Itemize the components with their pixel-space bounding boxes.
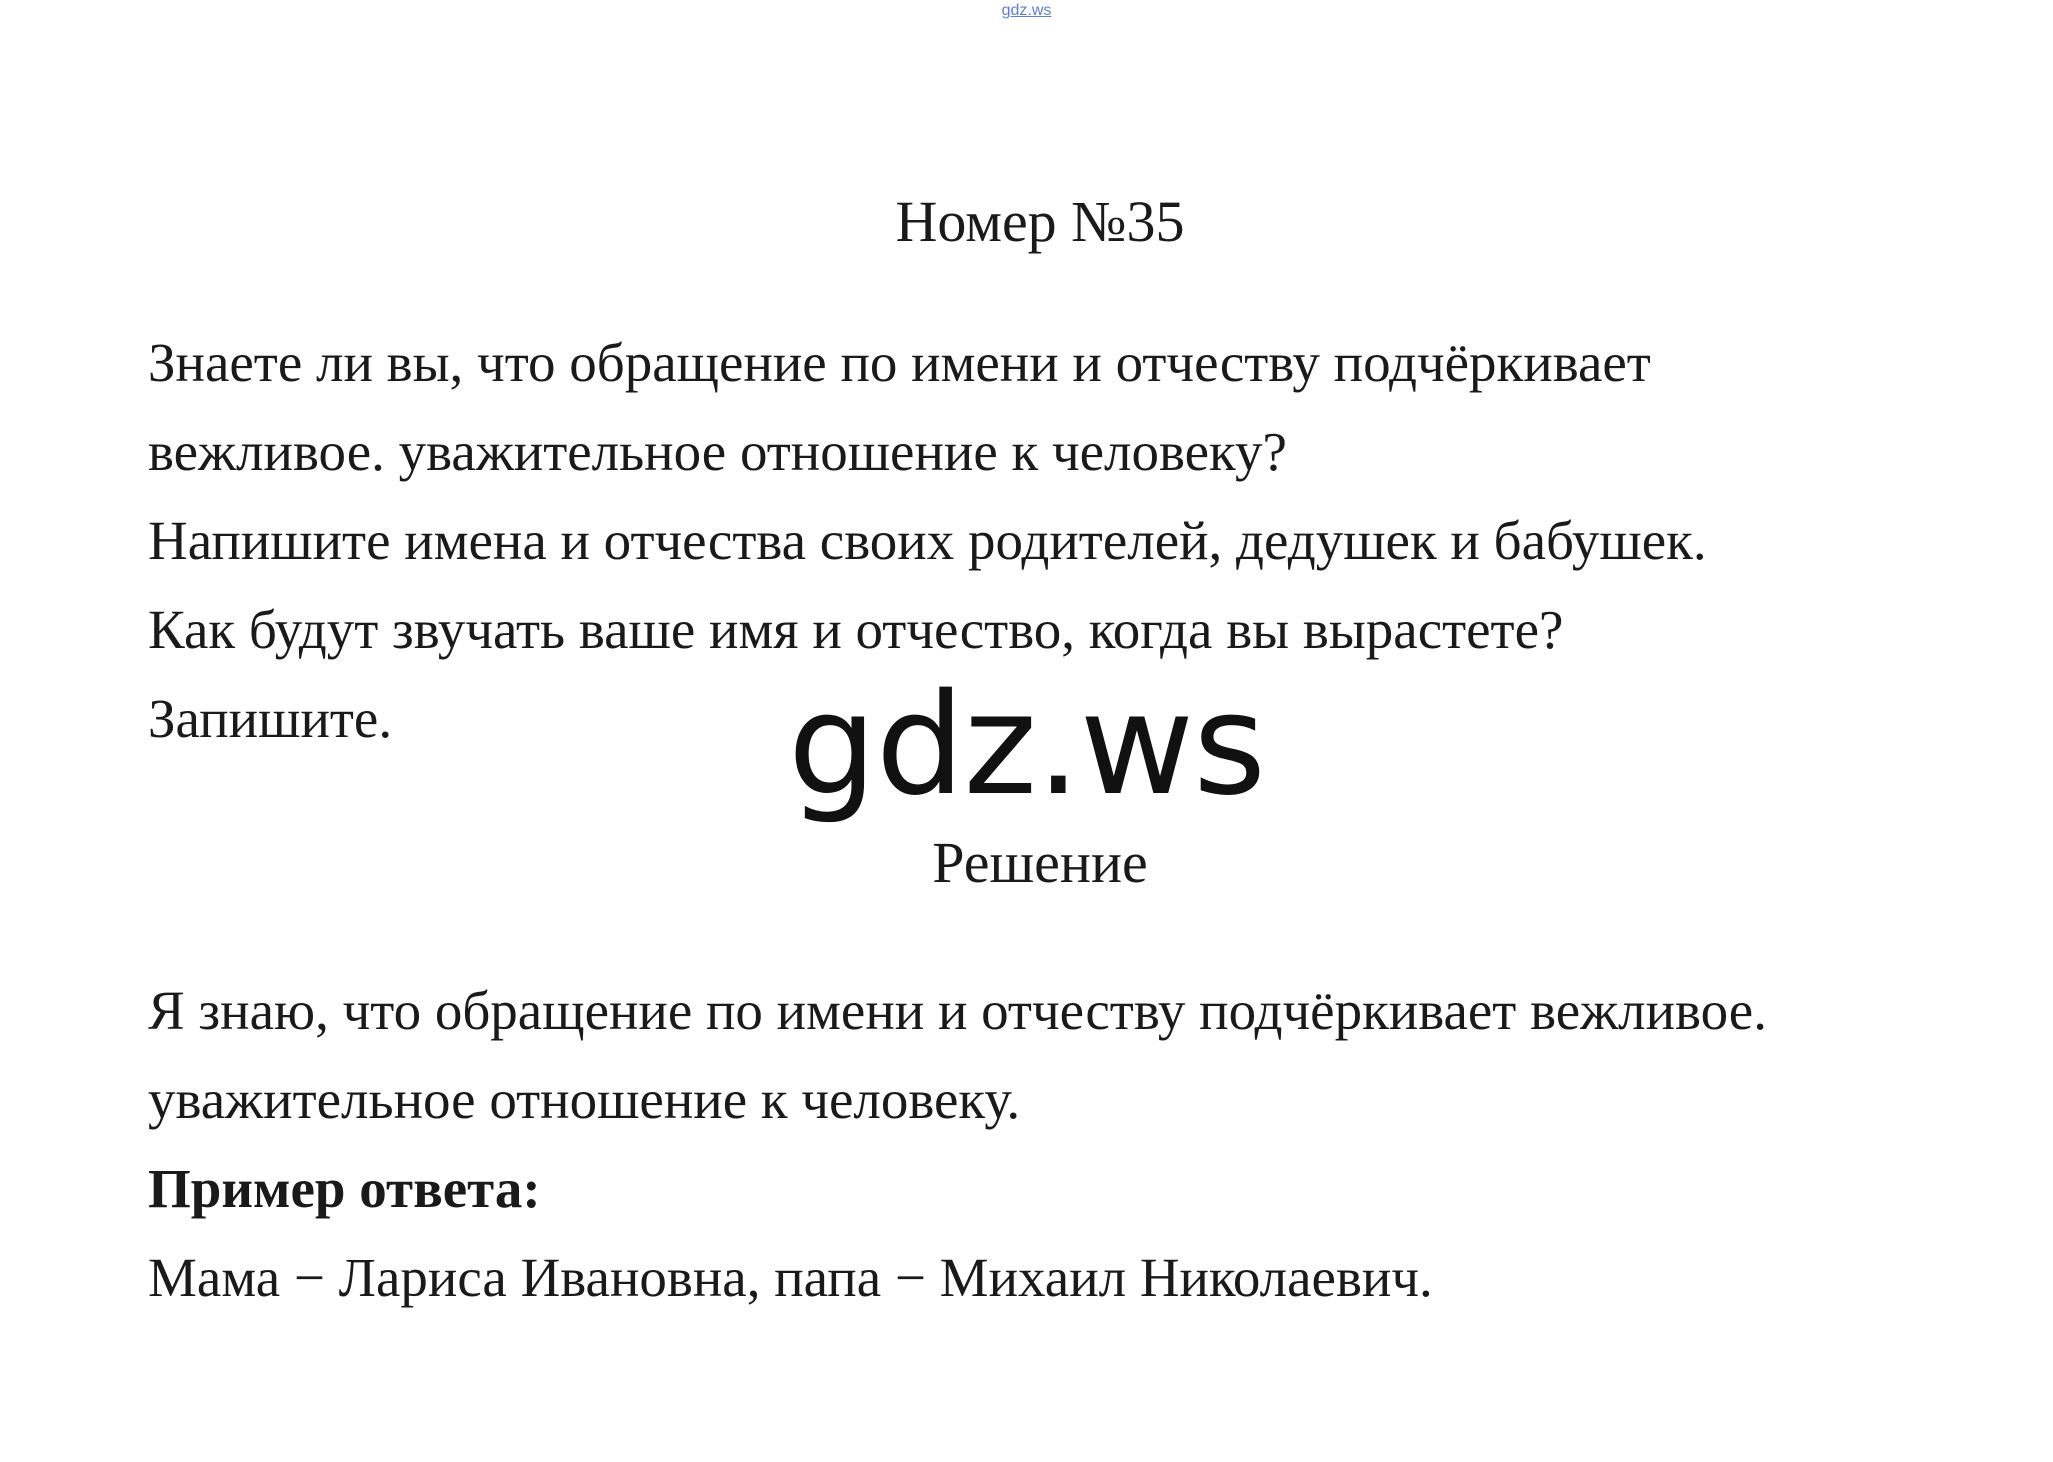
site-link[interactable]: gdz.ws [1001,2,1052,19]
question-line: Как будут звучать ваше имя и отчество, когда вы вырастете? [148,599,1564,660]
question-line: вежливое. уважительное отношение к человеку? [148,421,1287,482]
watermark-logo: gdz.ws [787,664,1266,827]
answer-text [148,966,1767,1322]
example-label: Пример ответа: [148,1158,541,1219]
page-title: Номер №35 [895,189,1185,254]
solution-heading: Решение [932,830,1148,895]
question-line: Запишите. [148,688,393,749]
example-text: Мама − Лариса Ивановна, папа − Михаил Николаевич. [148,1247,1433,1308]
question-line: Напишите имена и отчества своих родителей, дедушек и бабушек. [148,510,1707,571]
answer-line: уважительное отношение к человеку. [148,1069,1021,1130]
question-line: Знаете ли вы, что обращение по имени и отчеству подчёркивает [148,332,1651,393]
answer-line: Я знаю, что обращение по имени и отчеству подчёркивает вежливое. [148,980,1767,1041]
